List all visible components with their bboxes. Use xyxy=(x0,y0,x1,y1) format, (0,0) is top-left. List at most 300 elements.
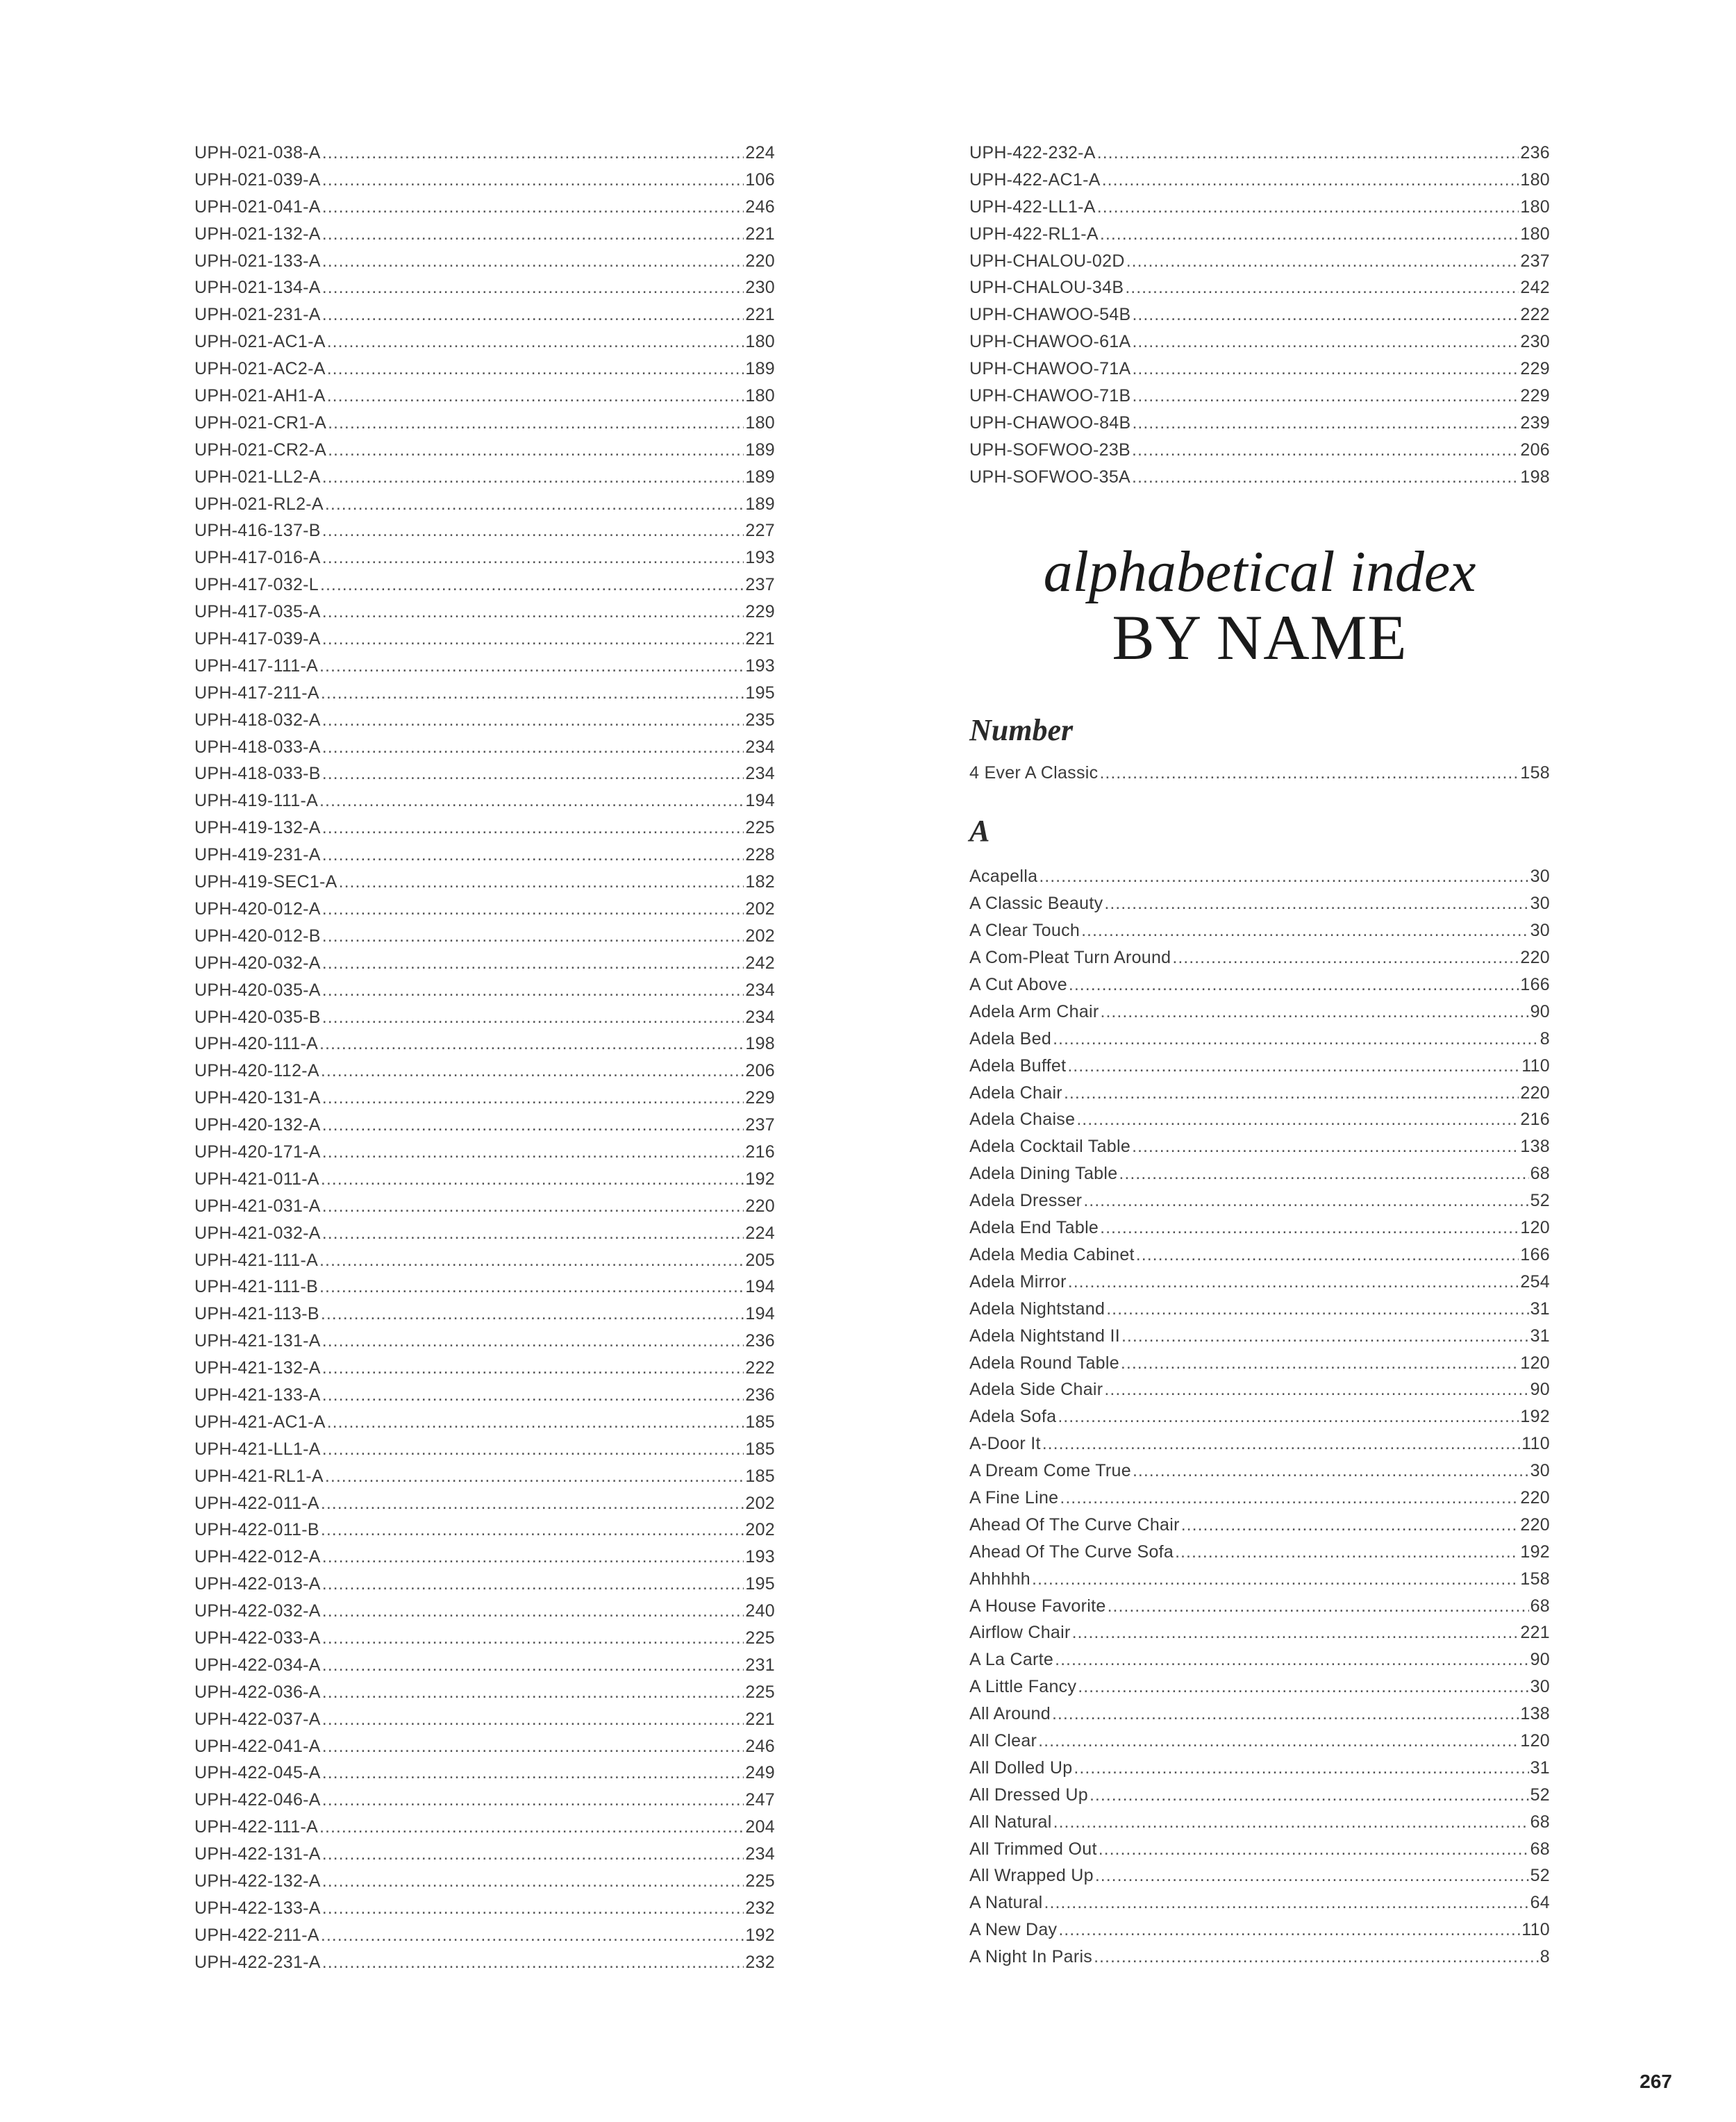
dot-leader xyxy=(1121,1326,1529,1346)
dot-leader xyxy=(322,926,744,946)
entry-page-number: 30 xyxy=(1530,1677,1550,1697)
entry-page-number: 221 xyxy=(745,629,775,649)
entry-page-number: 225 xyxy=(745,1682,775,1702)
entry-name: UPH-CHALOU-02D xyxy=(969,251,1125,271)
dot-leader xyxy=(322,899,744,919)
index-entry xyxy=(194,1467,775,1494)
index-entry xyxy=(194,1277,775,1304)
entry-name: All Wrapped Up xyxy=(969,1866,1094,1886)
index-entry xyxy=(969,1704,1550,1731)
dot-leader xyxy=(1104,1380,1528,1400)
entry-name: UPH-421-011-A xyxy=(194,1169,319,1189)
dot-leader xyxy=(1038,1731,1519,1751)
entry-page-number: 239 xyxy=(1520,412,1550,433)
dot-leader xyxy=(322,1358,744,1378)
entry-name: All Natural xyxy=(969,1812,1052,1832)
entry-name: UPH-422-132-A xyxy=(194,1871,321,1891)
index-entry xyxy=(194,1169,775,1196)
index-entry xyxy=(969,1785,1550,1812)
sku-index-list-continued xyxy=(969,143,1550,494)
entry-name: UPH-422-036-A xyxy=(194,1682,321,1702)
entry-name: UPH-419-111-A xyxy=(194,791,319,811)
entry-name: UPH-422-011-B xyxy=(194,1520,319,1540)
index-entry xyxy=(194,305,775,332)
entry-page-number: 180 xyxy=(1520,169,1550,190)
entry-name: UPH-418-032-A xyxy=(194,710,321,730)
entry-page-number: 68 xyxy=(1530,1812,1550,1832)
entry-page-number: 68 xyxy=(1530,1839,1550,1859)
entry-page-number: 68 xyxy=(1530,1164,1550,1184)
dot-leader xyxy=(1100,1218,1519,1238)
dot-leader xyxy=(1132,332,1519,352)
dot-leader xyxy=(1076,1110,1519,1130)
index-entry xyxy=(969,1893,1550,1920)
dot-leader xyxy=(1132,305,1519,325)
entry-page-number: 158 xyxy=(1520,1569,1550,1589)
entry-page-number: 220 xyxy=(745,251,775,271)
entry-page-number: 236 xyxy=(745,1331,775,1351)
entry-name: UPH-021-041-A xyxy=(194,197,321,217)
index-entry xyxy=(194,602,775,629)
entry-name: UPH-419-SEC1-A xyxy=(194,872,337,892)
dot-leader xyxy=(322,1547,744,1567)
entry-name: UPH-421-131-A xyxy=(194,1331,321,1351)
index-entry xyxy=(194,1034,775,1061)
index-heading-script: alphabetical index xyxy=(1043,539,1476,604)
entry-page-number: 242 xyxy=(1520,278,1550,298)
dot-leader xyxy=(327,359,744,379)
entry-name: Airflow Chair xyxy=(969,1623,1071,1643)
entry-name: UPH-416-137-B xyxy=(194,521,321,541)
dot-leader xyxy=(322,143,744,163)
entry-page-number: 194 xyxy=(745,791,775,811)
entry-page-number: 68 xyxy=(1530,1596,1550,1616)
entry-name: UPH-CHAWOO-61A xyxy=(969,332,1131,352)
entry-page-number: 52 xyxy=(1530,1866,1550,1886)
dot-leader xyxy=(322,1790,744,1810)
dot-leader xyxy=(319,1251,744,1271)
index-entry xyxy=(194,818,775,845)
entry-page-number: 180 xyxy=(1520,197,1550,217)
entry-name: UPH-CHAWOO-84B xyxy=(969,412,1131,433)
dot-leader xyxy=(322,278,744,298)
index-entry xyxy=(194,1385,775,1412)
dot-leader xyxy=(322,1601,744,1621)
entry-page-number: 52 xyxy=(1530,1191,1550,1211)
index-entry xyxy=(969,251,1550,278)
dot-leader xyxy=(322,737,744,758)
entry-page-number: 230 xyxy=(745,278,775,298)
entry-page-number: 8 xyxy=(1539,1947,1550,1967)
index-entry xyxy=(194,548,775,575)
index-entry xyxy=(194,629,775,656)
dot-leader xyxy=(1078,1677,1528,1697)
entry-name: UPH-420-112-A xyxy=(194,1061,319,1081)
index-entry xyxy=(969,1407,1550,1434)
entry-page-number: 220 xyxy=(1520,948,1550,968)
index-entry xyxy=(194,1008,775,1035)
entry-page-number: 64 xyxy=(1530,1893,1550,1913)
entry-name: Ahead Of The Curve Sofa xyxy=(969,1542,1174,1562)
index-entry xyxy=(969,1272,1550,1299)
index-entry xyxy=(194,1547,775,1574)
index-entry xyxy=(969,1353,1550,1380)
entry-name: UPH-021-134-A xyxy=(194,278,321,298)
dot-leader xyxy=(339,872,744,892)
index-entry xyxy=(194,1655,775,1682)
entry-page-number: 221 xyxy=(745,224,775,244)
index-entry xyxy=(194,440,775,467)
entry-page-number: 222 xyxy=(745,1358,775,1378)
dot-leader xyxy=(1181,1515,1519,1535)
index-entry xyxy=(969,1488,1550,1515)
entry-page-number: 120 xyxy=(1520,1218,1550,1238)
entry-page-number: 232 xyxy=(745,1952,775,1972)
dot-leader xyxy=(322,980,744,1001)
dot-leader xyxy=(1121,1353,1519,1373)
index-entry xyxy=(969,1596,1550,1623)
index-entry xyxy=(194,737,775,765)
entry-page-number: 198 xyxy=(745,1034,775,1054)
dot-leader xyxy=(1053,1029,1539,1049)
entry-name: UPH-417-016-A xyxy=(194,548,321,568)
entry-page-number: 192 xyxy=(745,1925,775,1945)
dot-leader xyxy=(1067,1056,1520,1076)
entry-page-number: 232 xyxy=(745,1898,775,1918)
entry-page-number: 202 xyxy=(745,926,775,946)
entry-name: UPH-422-034-A xyxy=(194,1655,321,1675)
entry-name: UPH-422-045-A xyxy=(194,1763,321,1783)
entry-page-number: 206 xyxy=(1520,440,1550,460)
dot-leader xyxy=(321,683,744,703)
entry-page-number: 8 xyxy=(1539,1028,1550,1049)
dot-leader xyxy=(319,1277,744,1297)
entry-page-number: 220 xyxy=(1520,1083,1550,1103)
entry-name: A Classic Beauty xyxy=(969,894,1103,914)
index-entry xyxy=(969,440,1550,467)
entry-page-number: 120 xyxy=(1520,1730,1550,1751)
entry-name: Adela Sofa xyxy=(969,1407,1057,1427)
dot-leader xyxy=(1172,948,1519,968)
index-entry xyxy=(969,1731,1550,1758)
index-entry xyxy=(194,143,775,170)
right-column xyxy=(969,143,1550,1974)
index-entry xyxy=(194,359,775,386)
index-entry xyxy=(194,1115,775,1142)
entry-page-number: 193 xyxy=(745,655,775,676)
entry-page-number: 202 xyxy=(745,1520,775,1540)
entry-page-number: 227 xyxy=(745,521,775,541)
dot-leader xyxy=(1132,413,1519,433)
alphabetical-index-heading xyxy=(969,539,1550,673)
entry-page-number: 189 xyxy=(745,467,775,487)
entry-name: UPH-CHAWOO-54B xyxy=(969,305,1131,325)
dot-leader xyxy=(1072,1623,1519,1643)
entry-page-number: 225 xyxy=(745,1871,775,1891)
entry-page-number: 182 xyxy=(745,872,775,892)
entry-page-number: 225 xyxy=(745,1628,775,1648)
entry-page-number: 222 xyxy=(1520,305,1550,325)
index-entry xyxy=(969,1866,1550,1893)
dot-leader xyxy=(1133,1461,1529,1481)
index-entry xyxy=(969,1434,1550,1461)
entry-name: A Dream Come True xyxy=(969,1461,1131,1481)
entry-name: UPH-421-111-A xyxy=(194,1250,319,1270)
dot-leader xyxy=(322,1223,744,1244)
index-entry xyxy=(969,1515,1550,1542)
index-entry xyxy=(194,1844,775,1871)
entry-name: UPH-420-131-A xyxy=(194,1088,321,1108)
entry-name: Ahead Of The Curve Chair xyxy=(969,1514,1180,1535)
index-entry xyxy=(969,1299,1550,1326)
dot-leader xyxy=(1058,1407,1519,1427)
entry-page-number: 225 xyxy=(745,818,775,838)
entry-name: UPH-420-035-A xyxy=(194,980,321,1000)
index-entry xyxy=(969,975,1550,1002)
index-entry xyxy=(194,521,775,548)
entry-page-number: 110 xyxy=(1521,1055,1550,1076)
index-entry xyxy=(969,1677,1550,1704)
entry-page-number: 180 xyxy=(745,386,775,406)
entry-page-number: 30 xyxy=(1530,867,1550,887)
index-entry xyxy=(194,1142,775,1169)
index-entry xyxy=(194,764,775,791)
entry-name: UPH-CHALOU-34B xyxy=(969,278,1124,298)
index-entry xyxy=(194,251,775,278)
dot-leader xyxy=(1042,1434,1521,1454)
index-entry xyxy=(194,1439,775,1467)
entry-name: UPH-417-211-A xyxy=(194,683,319,703)
index-entry xyxy=(194,1494,775,1521)
index-entry xyxy=(969,413,1550,440)
dot-leader xyxy=(322,764,744,784)
entry-name: UPH-422-046-A xyxy=(194,1790,321,1810)
dot-leader xyxy=(1132,440,1519,460)
entry-name: UPH-021-231-A xyxy=(194,305,321,325)
entry-page-number: 221 xyxy=(745,305,775,325)
entry-name: UPH-420-032-A xyxy=(194,953,321,973)
entry-name: UPH-CHAWOO-71B xyxy=(969,386,1131,406)
a-entries-list xyxy=(969,867,1550,1974)
index-entry xyxy=(194,1628,775,1655)
entry-name: UPH-021-039-A xyxy=(194,169,321,190)
index-entry xyxy=(194,1061,775,1088)
dot-leader xyxy=(1053,1812,1529,1832)
dot-leader xyxy=(322,1710,744,1730)
entry-page-number: 202 xyxy=(745,1493,775,1513)
entry-name: UPH-SOFWOO-23B xyxy=(969,440,1130,460)
entry-page-number: 216 xyxy=(745,1142,775,1162)
dot-leader xyxy=(1074,1758,1528,1778)
entry-name: Adela Dresser xyxy=(969,1191,1083,1211)
entry-page-number: 194 xyxy=(745,1304,775,1324)
entry-name: Adela Cocktail Table xyxy=(969,1137,1131,1157)
entry-page-number: 31 xyxy=(1530,1326,1550,1346)
dot-leader xyxy=(322,251,744,271)
index-entry xyxy=(194,1520,775,1547)
entry-page-number: 185 xyxy=(745,1439,775,1459)
entry-name: UPH-021-AH1-A xyxy=(194,386,326,406)
index-entry xyxy=(194,467,775,494)
index-entry xyxy=(194,1682,775,1710)
index-entry xyxy=(969,278,1550,305)
index-entry xyxy=(194,1358,775,1385)
entry-page-number: 242 xyxy=(745,953,775,973)
dot-leader xyxy=(1097,143,1519,163)
entry-page-number: 236 xyxy=(1520,143,1550,162)
dot-leader xyxy=(1094,1947,1539,1967)
entry-name: UPH-417-035-A xyxy=(194,602,321,622)
entry-page-number: 120 xyxy=(1520,1353,1550,1373)
index-entry xyxy=(194,1763,775,1790)
entry-page-number: 237 xyxy=(745,1115,775,1135)
page-number: 267 xyxy=(1639,2071,1672,2092)
dot-leader xyxy=(327,386,744,406)
dot-leader xyxy=(322,1331,744,1351)
index-entry xyxy=(969,1920,1550,1947)
dot-leader xyxy=(1068,1272,1519,1292)
entry-page-number: 234 xyxy=(745,764,775,784)
dot-leader xyxy=(321,1925,744,1946)
index-entry xyxy=(969,1083,1550,1110)
dot-leader xyxy=(327,1412,744,1432)
entry-name: A Cut Above xyxy=(969,975,1067,995)
index-entry xyxy=(194,1223,775,1251)
index-entry xyxy=(969,1164,1550,1191)
index-entry xyxy=(194,1925,775,1953)
entry-page-number: 30 xyxy=(1530,894,1550,914)
index-entry xyxy=(969,170,1550,197)
index-entry xyxy=(969,1569,1550,1596)
dot-leader xyxy=(1039,867,1528,887)
index-entry xyxy=(194,224,775,251)
dot-leader xyxy=(325,1467,744,1487)
section-title-number: Number xyxy=(969,712,1074,747)
dot-leader xyxy=(322,1737,744,1757)
dot-leader xyxy=(1108,1596,1529,1616)
entry-name: UPH-422-033-A xyxy=(194,1628,321,1648)
index-entry xyxy=(969,894,1550,921)
dot-leader xyxy=(1081,921,1528,941)
entry-name: A Night In Paris xyxy=(969,1947,1093,1967)
entry-page-number: 240 xyxy=(745,1601,775,1621)
entry-page-number: 195 xyxy=(745,1574,775,1594)
index-entry xyxy=(194,1088,775,1115)
dot-leader xyxy=(327,332,744,352)
entry-name: UPH-420-111-A xyxy=(194,1034,319,1054)
entry-name: UPH-422-041-A xyxy=(194,1736,321,1756)
dot-leader xyxy=(1126,251,1519,271)
index-entry xyxy=(969,763,1550,790)
entry-page-number: 198 xyxy=(1520,467,1550,487)
index-entry xyxy=(969,1056,1550,1083)
dot-leader xyxy=(322,170,744,190)
index-entry xyxy=(969,1650,1550,1677)
entry-name: Adela Chaise xyxy=(969,1110,1076,1130)
index-entry xyxy=(969,921,1550,948)
entry-page-number: 90 xyxy=(1530,1380,1550,1400)
entry-page-number: 246 xyxy=(745,197,775,217)
index-entry xyxy=(969,332,1550,359)
dot-leader xyxy=(322,224,744,244)
entry-page-number: 180 xyxy=(1520,224,1550,244)
index-entry xyxy=(969,948,1550,975)
entry-page-number: 166 xyxy=(1520,1244,1550,1264)
dot-leader xyxy=(322,521,744,541)
dot-leader xyxy=(1052,1704,1519,1724)
dot-leader xyxy=(1106,1299,1528,1319)
entry-page-number: 221 xyxy=(1520,1623,1550,1643)
entry-name: UPH-420-012-A xyxy=(194,899,321,919)
entry-name: Adela Chair xyxy=(969,1083,1062,1103)
dot-leader xyxy=(1101,1002,1529,1022)
entry-page-number: 185 xyxy=(745,1466,775,1486)
index-entry xyxy=(969,224,1550,251)
entry-page-number: 234 xyxy=(745,737,775,757)
dot-leader xyxy=(1104,894,1528,914)
entry-name: Adela Arm Chair xyxy=(969,1001,1099,1021)
dot-leader xyxy=(1060,1488,1519,1508)
entry-page-number: 205 xyxy=(745,1250,775,1270)
entry-page-number: 247 xyxy=(745,1790,775,1810)
dot-leader xyxy=(319,791,744,811)
dot-leader xyxy=(322,1953,744,1973)
index-entry xyxy=(969,1245,1550,1272)
entry-name: UPH-422-131-A xyxy=(194,1844,321,1864)
entry-page-number: 193 xyxy=(745,1547,775,1567)
entry-name: UPH-021-038-A xyxy=(194,143,321,162)
dot-leader xyxy=(322,1763,744,1783)
entry-page-number: 30 xyxy=(1530,1461,1550,1481)
entry-name: UPH-422-011-A xyxy=(194,1493,319,1513)
dot-leader xyxy=(1032,1569,1519,1589)
dot-leader xyxy=(1058,1920,1520,1940)
entry-name: UPH-021-CR1-A xyxy=(194,412,327,433)
index-entry xyxy=(969,359,1550,386)
dot-leader xyxy=(1119,1164,1528,1184)
dot-leader xyxy=(1069,975,1519,995)
dot-leader xyxy=(322,1088,744,1108)
entry-name: UPH-421-132-A xyxy=(194,1358,321,1378)
dot-leader xyxy=(322,818,744,838)
entry-name: UPH-420-171-A xyxy=(194,1142,321,1162)
entry-page-number: 158 xyxy=(1520,762,1550,783)
index-entry xyxy=(194,1710,775,1737)
index-entry xyxy=(194,845,775,872)
entry-page-number: 90 xyxy=(1530,1001,1550,1021)
dot-leader xyxy=(322,1142,744,1162)
dot-leader xyxy=(319,1817,744,1837)
dot-leader xyxy=(322,953,744,974)
dot-leader xyxy=(322,602,744,622)
entry-name: Adela Nightstand xyxy=(969,1298,1105,1319)
index-entry xyxy=(194,1898,775,1925)
index-entry xyxy=(194,197,775,224)
entry-page-number: 231 xyxy=(745,1655,775,1675)
index-entry xyxy=(194,872,775,899)
entry-name: Adela Media Cabinet xyxy=(969,1244,1135,1264)
entry-name: UPH-419-132-A xyxy=(194,818,321,838)
index-entry xyxy=(194,1574,775,1601)
index-entry xyxy=(969,1839,1550,1866)
entry-name: UPH-422-232-A xyxy=(969,143,1096,162)
entry-page-number: 230 xyxy=(1520,332,1550,352)
index-entry xyxy=(969,1191,1550,1218)
entry-name: A New Day xyxy=(969,1920,1058,1940)
entry-name: A Clear Touch xyxy=(969,921,1080,941)
dot-leader xyxy=(322,305,744,325)
index-entry xyxy=(969,1461,1550,1488)
